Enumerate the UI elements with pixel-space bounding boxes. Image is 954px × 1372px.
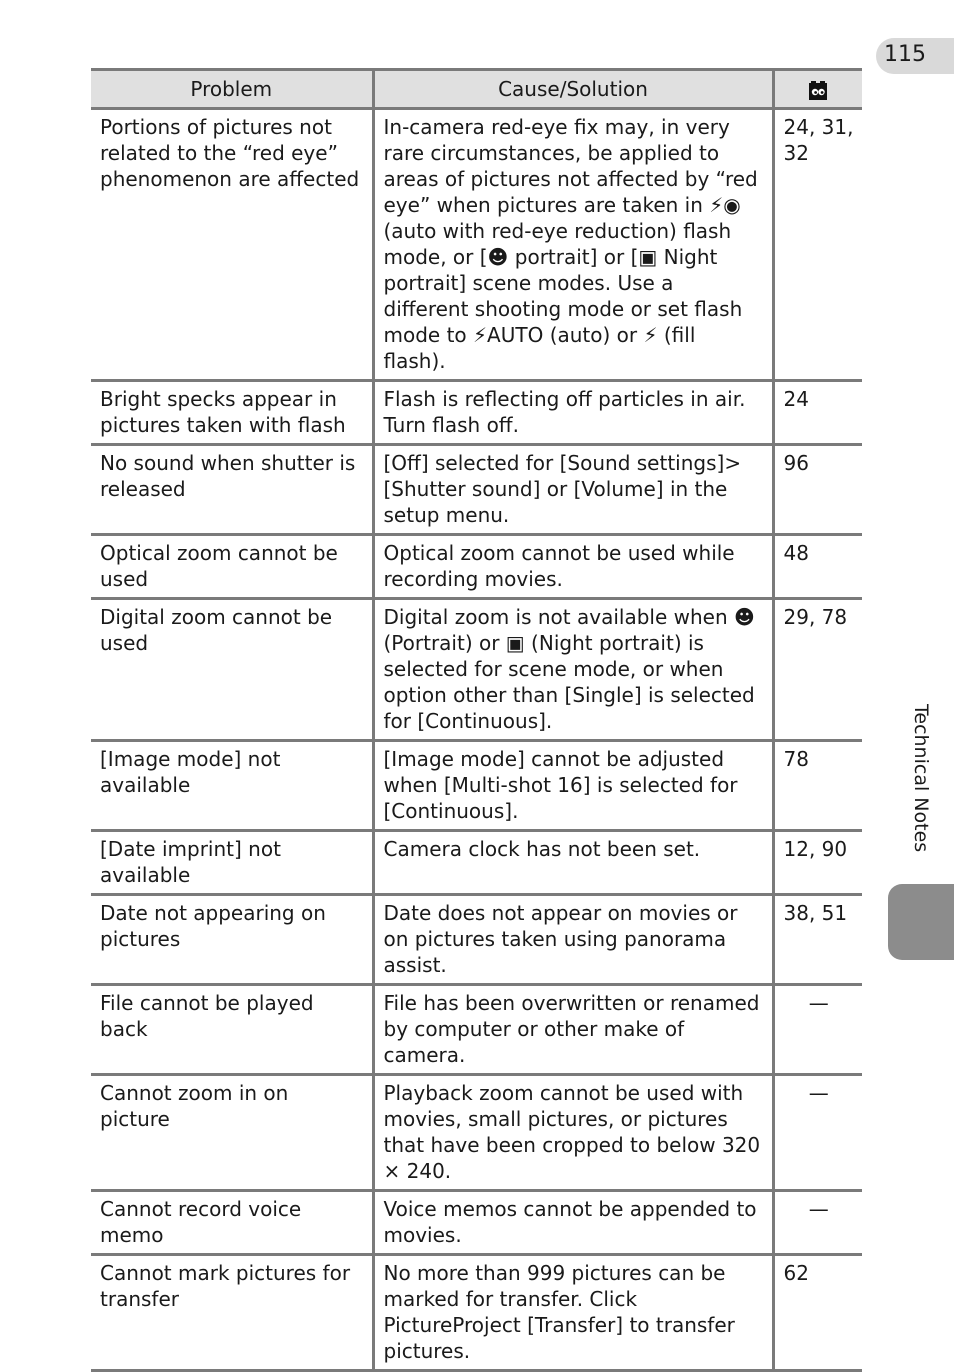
section-label-text: Technical Notes <box>910 704 932 853</box>
cause-solution-cell: Digital zoom is not available when ☻ (Portrait) or ▣ (Night portrait) is selected for scene mode, or when option other than [Single] is selected for [Continuous]. <box>373 599 773 741</box>
problem-cell: [Date imprint] not available <box>91 831 373 895</box>
page-reference-cell: — <box>773 1191 862 1255</box>
page-reference-cell: 96 <box>773 445 862 535</box>
problem-cell: File cannot be played back <box>91 985 373 1075</box>
section-label <box>909 704 933 874</box>
page-reference-cell: 78 <box>773 741 862 831</box>
cause-solution-cell: [Off] selected for [Sound settings]>[Shutter sound] or [Volume] in the setup menu. <box>373 445 773 535</box>
problem-cell: Optical zoom cannot be used <box>91 535 373 599</box>
page-number: 115 <box>884 42 926 67</box>
problem-cell: No sound when shutter is released <box>91 445 373 535</box>
cause-solution-cell: File has been overwritten or renamed by computer or other make of camera. <box>373 985 773 1075</box>
table-row <box>91 831 862 895</box>
table-row <box>91 599 862 741</box>
problem-cell: Portions of pictures not related to the “red eye” phenomenon are affected <box>91 109 373 381</box>
cause-solution-cell: Flash is reflecting off particles in air. Turn flash off. <box>373 381 773 445</box>
header-page-reference <box>773 70 862 109</box>
table-row <box>91 445 862 535</box>
page-reference-cell: — <box>773 985 862 1075</box>
table-row <box>91 535 862 599</box>
problem-cell: Date not appearing on pictures <box>91 895 373 985</box>
cause-solution-cell: Playback zoom cannot be used with movies, small pictures, or pictures that have been cropped to below 320 × 240. <box>373 1075 773 1191</box>
page-reference-cell: 38, 51 <box>773 895 862 985</box>
page-reference-cell: — <box>773 1075 862 1191</box>
page-reference-cell: 12, 90 <box>773 831 862 895</box>
troubleshooting-table <box>91 68 862 1372</box>
cause-solution-cell: Date does not appear on movies or on pictures taken using panorama assist. <box>373 895 773 985</box>
table-row <box>91 741 862 831</box>
cause-solution-cell: Camera clock has not been set. <box>373 831 773 895</box>
table-row <box>91 1255 862 1371</box>
problem-cell: [Image mode] not available <box>91 741 373 831</box>
cause-solution-cell: No more than 999 pictures can be marked for transfer. Click PictureProject [Transfer] to transfer pictures. <box>373 1255 773 1371</box>
table-row <box>91 109 862 381</box>
table-row <box>91 1191 862 1255</box>
page-reference-cell: 62 <box>773 1255 862 1371</box>
header-cause-solution: Cause/Solution <box>373 70 773 109</box>
page-reference-cell: 48 <box>773 535 862 599</box>
section-thumb-tab <box>888 884 954 960</box>
table-row <box>91 381 862 445</box>
cause-solution-cell: Voice memos cannot be appended to movies. <box>373 1191 773 1255</box>
cause-solution-cell: Optical zoom cannot be used while recording movies. <box>373 535 773 599</box>
table-row <box>91 985 862 1075</box>
problem-cell: Cannot record voice memo <box>91 1191 373 1255</box>
cause-solution-cell: [Image mode] cannot be adjusted when [Multi-shot 16] is selected for [Continuous]. <box>373 741 773 831</box>
table-row <box>91 895 862 985</box>
page-reference-cell: 24 <box>773 381 862 445</box>
table-row <box>91 1075 862 1191</box>
problem-cell: Cannot zoom in on picture <box>91 1075 373 1191</box>
page-reference-cell: 24, 31, 32 <box>773 109 862 381</box>
problem-cell: Cannot mark pictures for transfer <box>91 1255 373 1371</box>
problem-cell: Bright specks appear in pictures taken with flash <box>91 381 373 445</box>
header-problem: Problem <box>91 70 373 109</box>
page-reference-icon <box>807 80 829 102</box>
problem-cell: Digital zoom cannot be used <box>91 599 373 741</box>
cause-solution-cell: In-camera red-eye fix may, in very rare circumstances, be applied to areas of pictures not affected by “red eye” when pictures are taken in ⚡◉ (auto with red-eye reduction) flash mode, or [☻ portrait] or [▣ Night portrait] scene modes. Use a different shooting mode or set flash mode to ⚡AUTO (auto) or ⚡ (fill flash). <box>373 109 773 381</box>
table-header-row <box>91 70 862 109</box>
page-reference-cell: 29, 78 <box>773 599 862 741</box>
